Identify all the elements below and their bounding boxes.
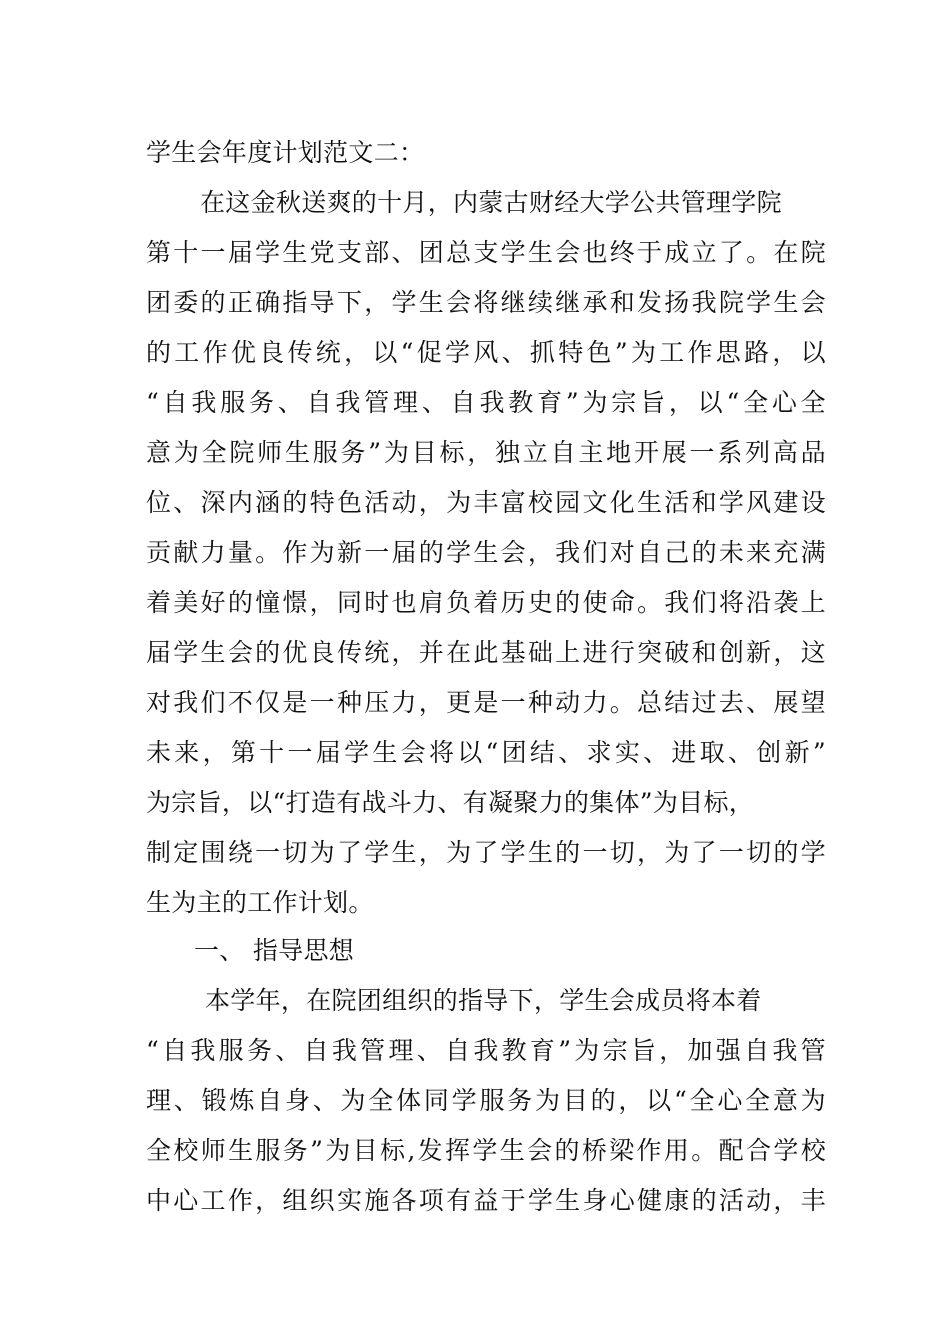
paragraph-1-line-14: 制定围绕一切为了学生，为了学生的一切，为了一切的学	[146, 838, 826, 867]
paragraph-1-line-12: 未来，第十一届学生会将以“团结、求实、进取、创新”	[146, 738, 826, 767]
paragraph-1-line-6: 意为全院师生服务”为目标，独立自主地开展一系列高品	[146, 438, 826, 467]
paragraph-1-line-9: 着美好的憧憬，同时也肩负着历史的使命。我们将沿袭上	[146, 588, 826, 617]
document-title: 学生会年度计划范文二：	[146, 138, 425, 167]
paragraph-1-line-10: 届学生会的优良传统，并在此基础上进行突破和创新，这	[146, 638, 826, 667]
paragraph-1-line-15: 生为主的工作计划。	[146, 888, 374, 917]
paragraph-1-line-11: 对我们不仅是一种压力，更是一种动力。总结过去、展望	[146, 688, 826, 717]
paragraph-1-line-1: 在这金秋送爽的十月，内蒙古财经大学公共管理学院	[200, 188, 782, 217]
paragraph-1-line-8: 贡献力量。作为新一届的学生会，我们对自己的未来充满	[146, 538, 826, 567]
paragraph-1-line-2: 第十一届学生党支部、团总支学生会也终于成立了。在院	[146, 238, 826, 267]
paragraph-2-line-5: 中心工作，组织实施各项有益于学生身心健康的活动，丰	[146, 1186, 826, 1215]
paragraph-2-line-4: 全校师生服务”为目标,发挥学生会的桥梁作用。配合学校	[146, 1136, 826, 1165]
section-1-heading: 一、 指导思想	[194, 936, 355, 965]
paragraph-1-line-13: 为宗旨，以“打造有战斗力、有凝聚力的集体”为目标，	[146, 788, 755, 817]
paragraph-1-line-5: “自我服务、自我管理、自我教育”为宗旨，以“全心全	[146, 388, 826, 417]
paragraph-2-line-3: 理、锻炼自身、为全体同学服务为目的，以“全心全意为	[146, 1086, 826, 1115]
paragraph-2-line-2: “自我服务、自我管理、自我教育”为宗旨，加强自我管	[146, 1036, 826, 1065]
paragraph-2-line-1: 本学年，在院团组织的指导下，学生会成员将本着	[205, 986, 762, 1015]
paragraph-1-line-3: 团委的正确指导下，学生会将继续继承和发扬我院学生会	[146, 288, 826, 317]
paragraph-1-line-4: 的工作优良传统，以“促学风、抓特色”为工作思路，以	[146, 338, 826, 367]
paragraph-1-line-7: 位、深内涵的特色活动，为丰富校园文化生活和学风建设	[146, 488, 826, 517]
